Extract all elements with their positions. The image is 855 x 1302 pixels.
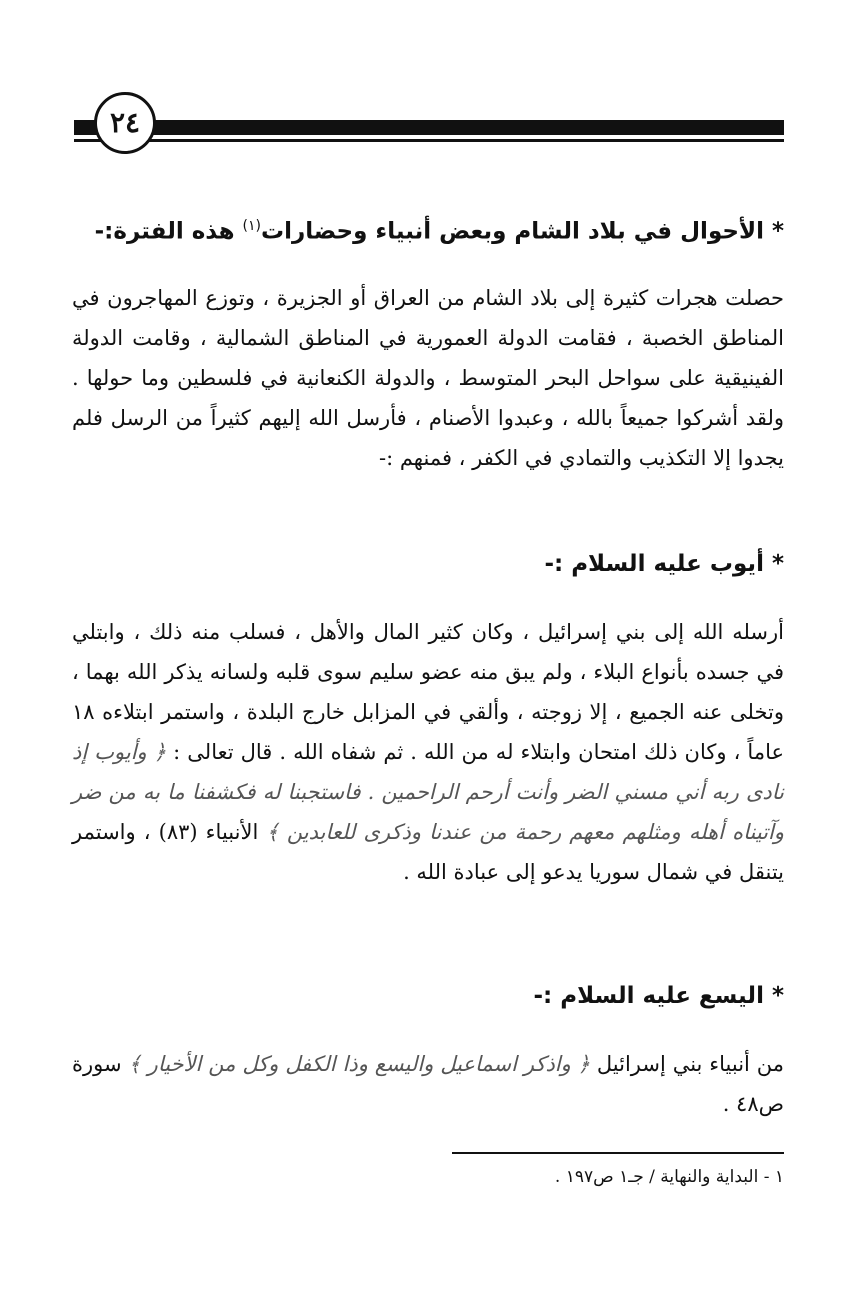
section-heading-ayyub: [72, 544, 784, 584]
page-number-badge: [94, 92, 156, 154]
paragraph-levant: [72, 278, 784, 478]
header-rule-thin: [74, 139, 784, 142]
quran-verse: ﴿ وأيوب إذ نادى ربه أني مسني الضر وأنت أرحم الراحمين . فاستجبنا له فكشفنا ما به من ضر وآتيناه أهله ومثلهم معهم رحمة من عندنا وذكرى للعابدين ﴾: [72, 740, 785, 844]
section-heading-levant: [72, 206, 784, 252]
heading-text: * الأحوال في بلاد الشام وبعض أنبياء وحضارات: [261, 218, 784, 245]
header-rule-thick: [74, 120, 784, 135]
verse-reference: سورة ص٤٨ .: [72, 1052, 784, 1116]
paragraph-text: حصلت هجرات كثيرة إلى بلاد الشام من العراق أو الجزيرة ، وتوزع المهاجرون في المناطق الخصبة ، فقامت الدولة العمورية في المناطق الشمالية ، وقامت الدولة الفينيقية على سواحل البحر المتوسط ، والدولة الكنعانية في فلسطين وما حولها . ولقد أشركوا جميعاً بالله ، وعبدوا الأصنام ، فأرسل الله إليهم كثيراً من الرسل فلم يجدوا إلا التكذيب والتمادي في الكفر ، فمنهم :-: [72, 286, 784, 470]
footnote-marker: (١): [242, 218, 262, 234]
footnote: ١ - البداية والنهاية / جـ١ ص١٩٧ .: [554, 1167, 784, 1187]
paragraph-text: [72, 1044, 784, 1124]
heading-text-end: هذه الفترة:-: [94, 218, 243, 245]
paragraph-ayyub: [72, 612, 784, 892]
paragraph-text: [72, 612, 784, 892]
quran-verse: ﴿ واذكر اسماعيل واليسع وذا الكفل وكل من الأخيار ﴾: [128, 1052, 590, 1076]
footnote-divider: [452, 1152, 784, 1154]
header-bar: [74, 116, 784, 146]
paragraph-alyasa: [72, 1044, 784, 1124]
heading-text: * اليسع عليه السلام :-: [533, 983, 784, 1009]
verse-reference: الأنبياء (٨٣) ، واستمر يتنقل في شمال سوريا يدعو إلى عبادة الله .: [72, 820, 784, 884]
body-text: أرسله الله إلى بني إسرائيل ، وكان كثير المال والأهل ، فسلب منه ذلك ، وابتلي في جسده بأنواع البلاء ، ولم يبق منه عضو سليم سوى قلبه ولسانه يذكر الله بهما ، وتخلى عنه الجميع ، إلا زوجته ، وألقي في المزابل خارج البلدة ، واستمر ابتلاءه ١٨ عاماً ، وكان ذلك امتحان وابتلاء له من الله . ثم شفاه الله . قال تعالى :: [72, 620, 784, 764]
heading-text: * أيوب عليه السلام :-: [544, 551, 784, 577]
body-text: من أنبياء بني إسرائيل: [589, 1052, 785, 1076]
section-heading-alyasa: [72, 976, 784, 1016]
page-number: ٢٤: [109, 106, 141, 139]
